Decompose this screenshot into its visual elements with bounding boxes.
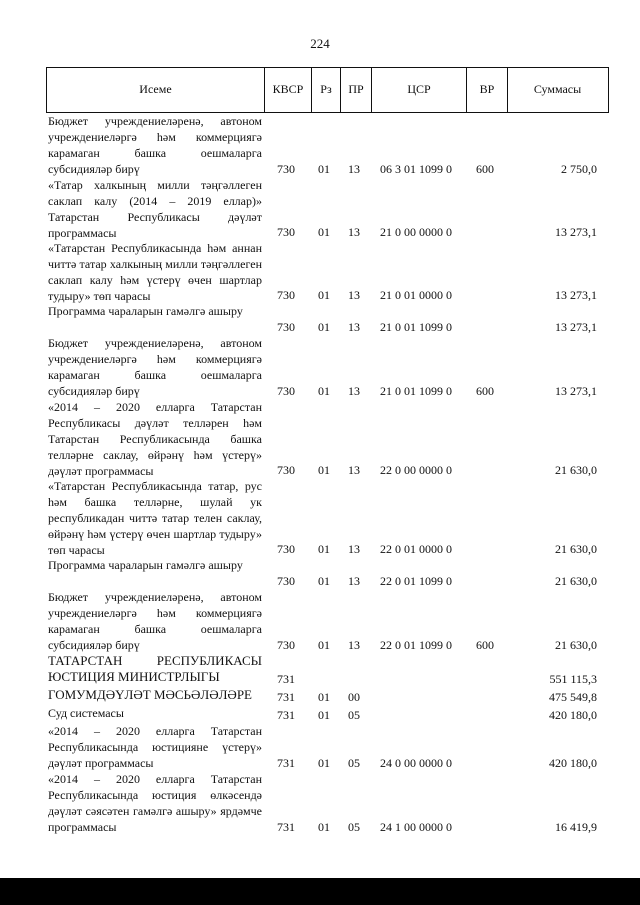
header-kvsr: КВСР: [272, 82, 304, 96]
row-rz: 01: [318, 638, 330, 652]
row-name: «Татарстан Республикасында һәм аннан читтә татар халкының милли тәңгәллеген саклап калу һәм үстерү өчен шартлар тудыру» төп чарасы: [48, 241, 262, 303]
row-csr: 22 0 00 0000 0: [380, 463, 452, 477]
row-kvsr: 730: [277, 384, 295, 398]
table-row: [0, 687, 640, 705]
row-rz: 01: [318, 384, 330, 398]
row-sum: 21 630,0: [555, 638, 597, 652]
table-row: [0, 557, 640, 589]
header-vr: ВР: [479, 82, 495, 96]
row-kvsr: 730: [277, 638, 295, 652]
row-name: «Татарстан Республикасында татар, рус һәм башка телләрне, шулай ук республикадан читтә татар телен саклау, өйрәнү һәм үстерү өчен шартлар тудыру» төп чарасы: [48, 479, 262, 557]
row-vr: 600: [476, 162, 494, 176]
row-pr: 13: [348, 542, 360, 556]
row-kvsr: 731: [277, 690, 295, 704]
row-rz: 01: [318, 574, 330, 588]
page-number: 224: [310, 36, 330, 51]
row-name: «2014 – 2020 елларга Татарстан Республикасы дәүләт телләрен һәм Татарстан Республикасында башка телләрне саклау, өйрәнү һәм үстерү» дәүләт программасы: [48, 400, 262, 478]
row-pr: 13: [348, 463, 360, 477]
row-kvsr: 730: [277, 225, 295, 239]
row-kvsr: 731: [277, 820, 295, 834]
row-csr: 24 0 00 0000 0: [380, 756, 452, 770]
row-name: «2014 – 2020 елларга Татарстан Республикасында юстиция өлкәсендә дәүләт сәясәтен гамәлгә ашыру» ярдәмче программасы: [48, 772, 262, 834]
row-pr: 13: [348, 162, 360, 176]
row-sum: 21 630,0: [555, 574, 597, 588]
row-pr: 13: [348, 225, 360, 239]
row-csr: 21 0 00 0000 0: [380, 225, 452, 239]
row-rz: 01: [318, 463, 330, 477]
row-rz: 01: [318, 708, 330, 722]
row-rz: 01: [318, 288, 330, 302]
row-vr: 600: [476, 384, 494, 398]
row-sum: 13 273,1: [555, 225, 597, 239]
row-pr: 13: [348, 320, 360, 334]
row-rz: 01: [318, 320, 330, 334]
row-sum: 13 273,1: [555, 288, 597, 302]
row-csr: 24 1 00 0000 0: [380, 820, 452, 834]
row-name: Бюджет учреждениеләренә, автоном учреждениеләргә һәм коммерциягә карамаган башка оешмаларга субсидияләр бирү: [48, 336, 262, 398]
row-pr: 13: [348, 638, 360, 652]
row-rz: 01: [318, 756, 330, 770]
row-kvsr: 730: [277, 574, 295, 588]
row-rz: 01: [318, 225, 330, 239]
row-rz: 01: [318, 162, 330, 176]
header-name: Исеме: [139, 82, 172, 96]
row-sum: 13 273,1: [555, 320, 597, 334]
table-row: [0, 705, 640, 723]
row-sum: 16 419,9: [555, 820, 597, 834]
row-kvsr: 730: [277, 463, 295, 477]
table-row: [0, 653, 640, 687]
row-pr: 05: [348, 708, 360, 722]
row-pr: 13: [348, 574, 360, 588]
row-name: Программа чараларын гамәлгә ашыру: [48, 558, 243, 572]
row-kvsr: 731: [277, 756, 295, 770]
row-kvsr: 730: [277, 320, 295, 334]
row-pr: 05: [348, 756, 360, 770]
header-rz: Рз: [320, 82, 332, 96]
row-pr: 13: [348, 384, 360, 398]
row-kvsr: 730: [277, 288, 295, 302]
row-pr: 05: [348, 820, 360, 834]
row-csr: 21 0 01 1099 0: [380, 384, 452, 398]
table-body: [0, 113, 640, 835]
table-row: [0, 303, 640, 335]
scan-border-bar: [0, 878, 640, 905]
row-kvsr: 730: [277, 542, 295, 556]
header-pr: ПР: [348, 82, 364, 96]
row-name: Бюджет учреждениеләренә, автоном учреждениеләргә һәм коммерциягә карамаган башка оешмаларга субсидияләр бирү: [48, 114, 262, 176]
row-name: Суд системасы: [48, 706, 124, 720]
table-row: [0, 399, 640, 478]
row-sum: 551 115,3: [549, 672, 597, 686]
row-vr: 600: [476, 638, 494, 652]
table-row: [0, 335, 640, 399]
row-csr: 22 0 01 1099 0: [380, 638, 452, 652]
row-sum: 420 180,0: [549, 756, 597, 770]
row-rz: 01: [318, 690, 330, 704]
table-row: [0, 113, 640, 177]
row-csr: 22 0 01 1099 0: [380, 574, 452, 588]
row-name: ТАТАРСТАН РЕСПУБЛИКАСЫ ЮСТИЦИЯ МИНИСТРЛЫГЫ: [48, 653, 262, 684]
row-csr: 21 0 01 0000 0: [380, 288, 452, 302]
table-row: [0, 478, 640, 557]
row-csr: 06 3 01 1099 0: [380, 162, 452, 176]
row-name: Программа чараларын гамәлгә ашыру: [48, 304, 243, 318]
row-name: «2014 – 2020 елларга Татарстан Республикасында юстицияне үстерү» дәүләт программасы: [48, 724, 262, 770]
row-kvsr: 731: [277, 672, 295, 686]
row-name: ГОМУМДӘҮЛӘТ МӘСЬӘЛӘЛӘРЕ: [48, 687, 252, 702]
row-kvsr: 731: [277, 708, 295, 722]
table-row: [0, 723, 640, 771]
row-pr: 13: [348, 288, 360, 302]
row-sum: 13 273,1: [555, 384, 597, 398]
table-row: [0, 771, 640, 835]
header-sum: Суммасы: [533, 82, 582, 96]
row-sum: 475 549,8: [549, 690, 597, 704]
row-rz: 01: [318, 542, 330, 556]
row-sum: 420 180,0: [549, 708, 597, 722]
table-row: [0, 177, 640, 240]
row-rz: 01: [318, 820, 330, 834]
table-row: [0, 240, 640, 303]
table-row: [0, 589, 640, 653]
row-csr: 21 0 01 1099 0: [380, 320, 452, 334]
header-csr: ЦСР: [407, 82, 431, 96]
row-name: «Татар халкының милли тәңгәллеген саклап калу (2014 – 2019 еллар)» Татарстан Республикасы дәүләт программасы: [48, 178, 262, 240]
row-sum: 21 630,0: [555, 463, 597, 477]
row-kvsr: 730: [277, 162, 295, 176]
row-sum: 21 630,0: [555, 542, 597, 556]
row-pr: 00: [348, 690, 360, 704]
row-csr: 22 0 01 0000 0: [380, 542, 452, 556]
row-name: Бюджет учреждениеләренә, автоном учреждениеләргә һәм коммерциягә карамаган башка оешмаларга субсидияләр бирү: [48, 590, 262, 652]
row-sum: 2 750,0: [561, 162, 597, 176]
